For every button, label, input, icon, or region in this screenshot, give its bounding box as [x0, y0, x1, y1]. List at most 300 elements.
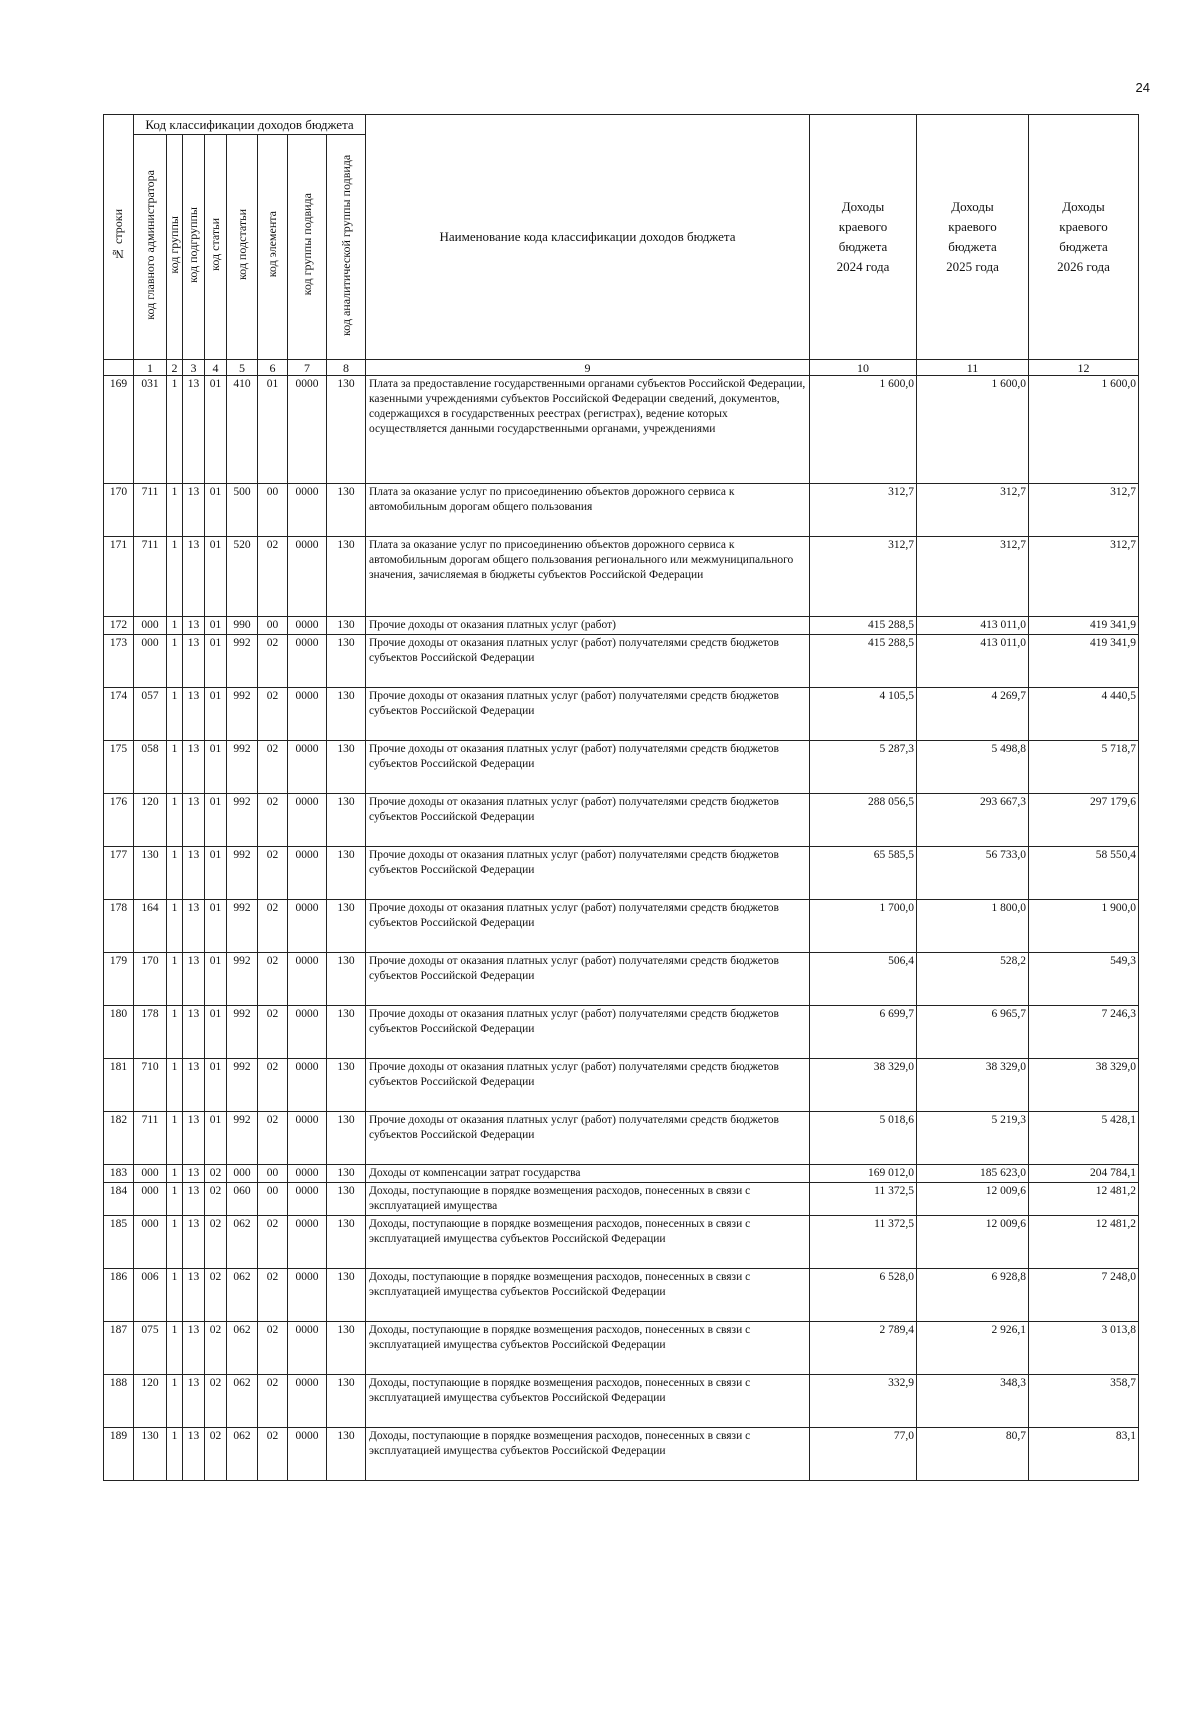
- code-element-cell: 02: [258, 1375, 288, 1428]
- code-subgroup-cell: 13: [183, 741, 205, 794]
- table-row: [104, 1006, 1139, 1059]
- value-2025-cell: 12 009,6: [917, 1216, 1029, 1269]
- code-admin-cell: 164: [134, 900, 167, 953]
- code-element-cell: 02: [258, 794, 288, 847]
- code-element-cell: 02: [258, 688, 288, 741]
- table-row: [104, 794, 1139, 847]
- code-element-cell: 02: [258, 1006, 288, 1059]
- code-subarticle-cell: 520: [227, 537, 258, 617]
- code-subarticle-cell: 062: [227, 1269, 258, 1322]
- code-article-cell: 01: [205, 635, 227, 688]
- value-2024-cell: 11 372,5: [810, 1216, 917, 1269]
- header-year-2025-line: Доходы: [951, 198, 994, 214]
- value-2026-cell: 4 440,5: [1029, 688, 1139, 741]
- code-analytic-cell: 130: [327, 1269, 366, 1322]
- code-group-cell: 1: [167, 900, 183, 953]
- table-row: [104, 1059, 1139, 1112]
- table-row: [104, 1269, 1139, 1322]
- header-year-2025-line: бюджета: [948, 239, 997, 254]
- code-subtype-group-cell: 0000: [288, 847, 327, 900]
- code-subtype-group-cell: 0000: [288, 1428, 327, 1481]
- value-2026-cell: 549,3: [1029, 953, 1139, 1006]
- column-number: 12: [1029, 360, 1139, 376]
- revenue-name-cell: Прочие доходы от оказания платных услуг (работ) получателями средств бюджетов субъектов Российской Федерации: [366, 847, 810, 900]
- value-2024-cell: 4 105,5: [810, 688, 917, 741]
- column-number: 6: [258, 360, 288, 376]
- code-subgroup-cell: 13: [183, 484, 205, 537]
- revenue-name-cell: Прочие доходы от оказания платных услуг (работ): [366, 617, 810, 635]
- code-article-cell: 01: [205, 900, 227, 953]
- code-element-cell: 02: [258, 741, 288, 794]
- value-2025-cell: 312,7: [917, 484, 1029, 537]
- header-code-subgroup: [183, 135, 205, 360]
- code-element-cell: 02: [258, 953, 288, 1006]
- column-number: 11: [917, 360, 1029, 376]
- code-subgroup-cell: 13: [183, 1216, 205, 1269]
- table-row: [104, 953, 1139, 1006]
- table-row: [104, 617, 1139, 635]
- value-2026-cell: 83,1: [1029, 1428, 1139, 1481]
- column-number: 10: [810, 360, 917, 376]
- code-analytic-cell: 130: [327, 1428, 366, 1481]
- header-code-article: [205, 135, 227, 360]
- code-subtype-group-cell: 0000: [288, 1269, 327, 1322]
- row-number-cell: 170: [104, 484, 134, 537]
- code-group-cell: 1: [167, 1183, 183, 1216]
- code-article-cell: 01: [205, 741, 227, 794]
- code-subtype-group-cell: 0000: [288, 1112, 327, 1165]
- code-element-cell: 02: [258, 847, 288, 900]
- code-article-cell: 01: [205, 617, 227, 635]
- code-analytic-cell: 130: [327, 688, 366, 741]
- column-number: 5: [227, 360, 258, 376]
- value-2025-cell: 12 009,6: [917, 1183, 1029, 1216]
- code-subgroup-cell: 13: [183, 1183, 205, 1216]
- code-admin-cell: 711: [134, 1112, 167, 1165]
- value-2025-cell: 80,7: [917, 1428, 1029, 1481]
- header-year-2024-line: 2024 года: [836, 259, 890, 275]
- header-year-2026-line: бюджета: [1059, 239, 1108, 254]
- value-2026-cell: 5 428,1: [1029, 1112, 1139, 1165]
- code-subarticle-cell: 062: [227, 1375, 258, 1428]
- code-analytic-cell: 130: [327, 1112, 366, 1165]
- row-number-cell: 179: [104, 953, 134, 1006]
- header-year-2025-line: краевого: [948, 218, 997, 234]
- value-2024-cell: 5 287,3: [810, 741, 917, 794]
- code-analytic-cell: 130: [327, 794, 366, 847]
- value-2024-cell: 77,0: [810, 1428, 917, 1481]
- code-element-cell: 02: [258, 537, 288, 617]
- code-subarticle-cell: 500: [227, 484, 258, 537]
- code-admin-cell: 120: [134, 794, 167, 847]
- code-element-cell: 02: [258, 1059, 288, 1112]
- code-analytic-cell: 130: [327, 484, 366, 537]
- value-2024-cell: 312,7: [810, 484, 917, 537]
- row-number-cell: 178: [104, 900, 134, 953]
- code-analytic-cell: 130: [327, 847, 366, 900]
- table-body: [104, 376, 1139, 1481]
- value-2024-cell: 1 700,0: [810, 900, 917, 953]
- header-code-group-label: код группы: [167, 215, 182, 274]
- code-admin-cell: 000: [134, 1165, 167, 1183]
- value-2026-cell: 312,7: [1029, 537, 1139, 617]
- header-row-number-label: № строки: [111, 208, 126, 261]
- code-article-cell: 01: [205, 1006, 227, 1059]
- code-group-cell: 1: [167, 688, 183, 741]
- code-element-cell: 00: [258, 617, 288, 635]
- code-subgroup-cell: 13: [183, 1375, 205, 1428]
- code-subtype-group-cell: 0000: [288, 1216, 327, 1269]
- value-2025-cell: 6 928,8: [917, 1269, 1029, 1322]
- header-year-2024-line: Доходы: [841, 198, 885, 214]
- revenue-name-cell: Прочие доходы от оказания платных услуг (работ) получателями средств бюджетов субъектов Российской Федерации: [366, 688, 810, 741]
- header-year-2026-line: Доходы: [1062, 198, 1105, 214]
- code-analytic-cell: 130: [327, 1216, 366, 1269]
- code-subtype-group-cell: 0000: [288, 1059, 327, 1112]
- value-2025-cell: 348,3: [917, 1375, 1029, 1428]
- header-code-admin-label: код главного администратора: [142, 169, 157, 320]
- column-number: 4: [205, 360, 227, 376]
- code-subarticle-cell: 992: [227, 1006, 258, 1059]
- value-2024-cell: 415 288,5: [810, 617, 917, 635]
- table-row: [104, 1216, 1139, 1269]
- code-subarticle-cell: 410: [227, 376, 258, 484]
- header-year-2026-line: краевого: [1059, 218, 1108, 234]
- value-2026-cell: 1 900,0: [1029, 900, 1139, 953]
- code-group-cell: 1: [167, 1112, 183, 1165]
- value-2025-cell: 4 269,7: [917, 688, 1029, 741]
- code-analytic-cell: 130: [327, 376, 366, 484]
- code-subarticle-cell: 992: [227, 900, 258, 953]
- code-admin-cell: 000: [134, 617, 167, 635]
- code-analytic-cell: 130: [327, 953, 366, 1006]
- code-element-cell: 02: [258, 1216, 288, 1269]
- header-year-2024-line: краевого: [838, 218, 888, 234]
- code-admin-cell: 000: [134, 635, 167, 688]
- code-article-cell: 01: [205, 847, 227, 900]
- table-row: [104, 537, 1139, 617]
- table-row: [104, 847, 1139, 900]
- code-article-cell: 01: [205, 484, 227, 537]
- header-name: Наименование кода классификации доходов бюджета: [366, 115, 810, 360]
- code-analytic-cell: 130: [327, 1183, 366, 1216]
- code-admin-cell: 057: [134, 688, 167, 741]
- code-subgroup-cell: 13: [183, 635, 205, 688]
- code-subgroup-cell: 13: [183, 953, 205, 1006]
- value-2025-cell: 1 800,0: [917, 900, 1029, 953]
- row-number-cell: 173: [104, 635, 134, 688]
- header-code-element: [258, 135, 288, 360]
- code-group-cell: 1: [167, 617, 183, 635]
- revenue-name-cell: Доходы от компенсации затрат государства: [366, 1165, 810, 1183]
- code-article-cell: 01: [205, 1059, 227, 1112]
- header-year-2024-line: бюджета: [838, 239, 888, 254]
- value-2024-cell: 38 329,0: [810, 1059, 917, 1112]
- header-year-2026-line: 2026 года: [1057, 259, 1110, 275]
- value-2024-cell: 415 288,5: [810, 635, 917, 688]
- code-subtype-group-cell: 0000: [288, 617, 327, 635]
- code-admin-cell: 075: [134, 1322, 167, 1375]
- row-number-cell: 185: [104, 1216, 134, 1269]
- value-2024-cell: 332,9: [810, 1375, 917, 1428]
- code-analytic-cell: 130: [327, 1165, 366, 1183]
- code-subgroup-cell: 13: [183, 617, 205, 635]
- value-2025-cell: 5 498,8: [917, 741, 1029, 794]
- column-number: 8: [327, 360, 366, 376]
- row-number-cell: 182: [104, 1112, 134, 1165]
- revenue-name-cell: Прочие доходы от оказания платных услуг (работ) получателями средств бюджетов субъектов Российской Федерации: [366, 794, 810, 847]
- code-subarticle-cell: 992: [227, 953, 258, 1006]
- code-article-cell: 02: [205, 1375, 227, 1428]
- code-subtype-group-cell: 0000: [288, 1165, 327, 1183]
- code-article-cell: 02: [205, 1216, 227, 1269]
- header-code-element-label: код элемента: [265, 211, 280, 278]
- code-group-cell: 1: [167, 1428, 183, 1481]
- table-row: [104, 900, 1139, 953]
- code-element-cell: 02: [258, 1428, 288, 1481]
- code-subtype-group-cell: 0000: [288, 635, 327, 688]
- code-analytic-cell: 130: [327, 1375, 366, 1428]
- code-group-cell: 1: [167, 1165, 183, 1183]
- code-article-cell: 02: [205, 1269, 227, 1322]
- header-code-analytic-label: код аналитической группы подвида: [338, 153, 353, 336]
- code-admin-cell: 000: [134, 1216, 167, 1269]
- header-year-2025-line: 2025 года: [946, 259, 999, 275]
- table-row: [104, 1375, 1139, 1428]
- header-code-group: Код классификации доходов бюджета: [134, 115, 366, 135]
- code-subgroup-cell: 13: [183, 1006, 205, 1059]
- code-element-cell: 02: [258, 1269, 288, 1322]
- code-subgroup-cell: 13: [183, 847, 205, 900]
- row-number-cell: 169: [104, 376, 134, 484]
- header-code-subgroup-label: код подгруппы: [186, 206, 201, 283]
- code-subtype-group-cell: 0000: [288, 537, 327, 617]
- value-2025-cell: 6 965,7: [917, 1006, 1029, 1059]
- code-group-cell: 1: [167, 376, 183, 484]
- value-2025-cell: 413 011,0: [917, 617, 1029, 635]
- value-2025-cell: 413 011,0: [917, 635, 1029, 688]
- code-article-cell: 02: [205, 1428, 227, 1481]
- row-number-cell: 175: [104, 741, 134, 794]
- value-2026-cell: 1 600,0: [1029, 376, 1139, 484]
- code-analytic-cell: 130: [327, 635, 366, 688]
- value-2026-cell: 204 784,1: [1029, 1165, 1139, 1183]
- table-row: [104, 1428, 1139, 1481]
- code-subtype-group-cell: 0000: [288, 484, 327, 537]
- row-number-cell: 176: [104, 794, 134, 847]
- code-admin-cell: 178: [134, 1006, 167, 1059]
- code-element-cell: 00: [258, 484, 288, 537]
- value-2025-cell: 185 623,0: [917, 1165, 1029, 1183]
- code-subgroup-cell: 13: [183, 1269, 205, 1322]
- code-article-cell: 01: [205, 537, 227, 617]
- code-subgroup-cell: 13: [183, 900, 205, 953]
- code-group-cell: 1: [167, 1269, 183, 1322]
- row-number-cell: 181: [104, 1059, 134, 1112]
- code-admin-cell: 000: [134, 1183, 167, 1216]
- code-subtype-group-cell: 0000: [288, 1375, 327, 1428]
- code-element-cell: 02: [258, 900, 288, 953]
- value-2026-cell: 358,7: [1029, 1375, 1139, 1428]
- code-subarticle-cell: 992: [227, 688, 258, 741]
- code-admin-cell: 170: [134, 953, 167, 1006]
- code-subtype-group-cell: 0000: [288, 688, 327, 741]
- code-admin-cell: 711: [134, 537, 167, 617]
- value-2025-cell: 56 733,0: [917, 847, 1029, 900]
- code-group-cell: 1: [167, 1006, 183, 1059]
- column-number: 2: [167, 360, 183, 376]
- code-element-cell: 00: [258, 1183, 288, 1216]
- revenue-name-cell: Доходы, поступающие в порядке возмещения расходов, понесенных в связи с эксплуатацией имущества субъектов Российской Федерации: [366, 1375, 810, 1428]
- code-group-cell: 1: [167, 484, 183, 537]
- code-group-cell: 1: [167, 1216, 183, 1269]
- column-number: 1: [134, 360, 167, 376]
- revenue-table: [103, 114, 1139, 1481]
- code-group-cell: 1: [167, 794, 183, 847]
- value-2024-cell: 11 372,5: [810, 1183, 917, 1216]
- code-element-cell: 01: [258, 376, 288, 484]
- row-number-cell: 172: [104, 617, 134, 635]
- value-2026-cell: 12 481,2: [1029, 1216, 1139, 1269]
- code-subarticle-cell: 060: [227, 1183, 258, 1216]
- code-subtype-group-cell: 0000: [288, 794, 327, 847]
- code-subtype-group-cell: 0000: [288, 1006, 327, 1059]
- code-subgroup-cell: 13: [183, 376, 205, 484]
- code-admin-cell: 120: [134, 1375, 167, 1428]
- code-subarticle-cell: 992: [227, 794, 258, 847]
- code-subarticle-cell: 000: [227, 1165, 258, 1183]
- value-2026-cell: 297 179,6: [1029, 794, 1139, 847]
- page-number: 24: [1135, 80, 1150, 95]
- revenue-name-cell: Плата за оказание услуг по присоединению объектов дорожного сервиса к автомобильным дорогам общего пользования регионального или межмуниципального значения, зачисляемая в бюджеты субъектов Российской Федерации: [366, 537, 810, 617]
- header-code-subtype-group-label: код группы подвида: [299, 193, 314, 296]
- revenue-name-cell: Прочие доходы от оказания платных услуг (работ) получателями средств бюджетов субъектов Российской Федерации: [366, 1112, 810, 1165]
- code-subgroup-cell: 13: [183, 1165, 205, 1183]
- revenue-name-cell: Плата за предоставление государственными органами субъектов Российской Федерации, казенными учреждениями субъектов Российской Федерации сведений, документов, содержащихся в государственных реестрах (регистрах), ведение которых осуществляется данными государственными органами, учреждениями: [366, 376, 810, 484]
- code-group-cell: 1: [167, 1322, 183, 1375]
- code-group-cell: 1: [167, 537, 183, 617]
- table-row: [104, 688, 1139, 741]
- value-2024-cell: 169 012,0: [810, 1165, 917, 1183]
- row-number-cell: 183: [104, 1165, 134, 1183]
- code-subarticle-cell: 992: [227, 635, 258, 688]
- header-row-number: [104, 115, 134, 360]
- revenue-name-cell: Доходы, поступающие в порядке возмещения расходов, понесенных в связи с эксплуатацией имущества субъектов Российской Федерации: [366, 1428, 810, 1481]
- value-2024-cell: 312,7: [810, 537, 917, 617]
- value-2025-cell: 312,7: [917, 537, 1029, 617]
- code-analytic-cell: 130: [327, 1006, 366, 1059]
- value-2026-cell: 419 341,9: [1029, 635, 1139, 688]
- header-year-2026: [1029, 115, 1139, 360]
- code-admin-cell: 130: [134, 1428, 167, 1481]
- value-2024-cell: 288 056,5: [810, 794, 917, 847]
- revenue-name-cell: Прочие доходы от оказания платных услуг (работ) получателями средств бюджетов субъектов Российской Федерации: [366, 741, 810, 794]
- row-number-cell: 186: [104, 1269, 134, 1322]
- code-subtype-group-cell: 0000: [288, 900, 327, 953]
- code-article-cell: 02: [205, 1322, 227, 1375]
- code-admin-cell: 058: [134, 741, 167, 794]
- value-2024-cell: 6 699,7: [810, 1006, 917, 1059]
- code-subgroup-cell: 13: [183, 537, 205, 617]
- code-article-cell: 02: [205, 1183, 227, 1216]
- revenue-name-cell: Прочие доходы от оказания платных услуг (работ) получателями средств бюджетов субъектов Российской Федерации: [366, 635, 810, 688]
- value-2025-cell: 5 219,3: [917, 1112, 1029, 1165]
- value-2026-cell: 58 550,4: [1029, 847, 1139, 900]
- column-number: 7: [288, 360, 327, 376]
- code-group-cell: 1: [167, 635, 183, 688]
- code-subgroup-cell: 13: [183, 1059, 205, 1112]
- code-analytic-cell: 130: [327, 537, 366, 617]
- header-code-subtype-group: [288, 135, 327, 360]
- value-2025-cell: 2 926,1: [917, 1322, 1029, 1375]
- value-2026-cell: 5 718,7: [1029, 741, 1139, 794]
- code-article-cell: 01: [205, 376, 227, 484]
- row-number-cell: 187: [104, 1322, 134, 1375]
- code-analytic-cell: 130: [327, 617, 366, 635]
- table-row: [104, 484, 1139, 537]
- value-2024-cell: 65 585,5: [810, 847, 917, 900]
- code-analytic-cell: 130: [327, 1322, 366, 1375]
- header-code-subarticle-label: код подстатьи: [234, 208, 249, 281]
- code-subarticle-cell: 992: [227, 741, 258, 794]
- revenue-name-cell: Доходы, поступающие в порядке возмещения расходов, понесенных в связи с эксплуатацией имущества субъектов Российской Федерации: [366, 1216, 810, 1269]
- code-subtype-group-cell: 0000: [288, 1183, 327, 1216]
- column-number: [104, 360, 134, 376]
- row-number-cell: 184: [104, 1183, 134, 1216]
- code-admin-cell: 006: [134, 1269, 167, 1322]
- table-row: [104, 1112, 1139, 1165]
- code-group-cell: 1: [167, 953, 183, 1006]
- code-element-cell: 02: [258, 635, 288, 688]
- row-number-cell: 177: [104, 847, 134, 900]
- code-element-cell: 00: [258, 1165, 288, 1183]
- code-group-cell: 1: [167, 847, 183, 900]
- header-year-2024: [810, 115, 917, 360]
- value-2026-cell: 12 481,2: [1029, 1183, 1139, 1216]
- code-group-cell: 1: [167, 1375, 183, 1428]
- code-subtype-group-cell: 0000: [288, 953, 327, 1006]
- value-2026-cell: 312,7: [1029, 484, 1139, 537]
- code-element-cell: 02: [258, 1322, 288, 1375]
- code-admin-cell: 130: [134, 847, 167, 900]
- value-2026-cell: 7 246,3: [1029, 1006, 1139, 1059]
- header-code-analytic: [327, 135, 366, 360]
- code-subgroup-cell: 13: [183, 688, 205, 741]
- code-article-cell: 01: [205, 953, 227, 1006]
- code-subarticle-cell: 992: [227, 1059, 258, 1112]
- row-number-cell: 188: [104, 1375, 134, 1428]
- revenue-name-cell: Прочие доходы от оказания платных услуг (работ) получателями средств бюджетов субъектов Российской Федерации: [366, 1059, 810, 1112]
- header-code-article-label: код статьи: [208, 218, 223, 271]
- column-number: 3: [183, 360, 205, 376]
- value-2024-cell: 5 018,6: [810, 1112, 917, 1165]
- column-number-row: [104, 360, 1139, 376]
- value-2024-cell: 1 600,0: [810, 376, 917, 484]
- revenue-name-cell: Прочие доходы от оказания платных услуг (работ) получателями средств бюджетов субъектов Российской Федерации: [366, 953, 810, 1006]
- table-row: [104, 1183, 1139, 1216]
- code-admin-cell: 031: [134, 376, 167, 484]
- revenue-name-cell: Прочие доходы от оказания платных услуг (работ) получателями средств бюджетов субъектов Российской Федерации: [366, 1006, 810, 1059]
- code-subgroup-cell: 13: [183, 1322, 205, 1375]
- code-subarticle-cell: 992: [227, 1112, 258, 1165]
- code-article-cell: 01: [205, 688, 227, 741]
- code-analytic-cell: 130: [327, 741, 366, 794]
- code-subtype-group-cell: 0000: [288, 1322, 327, 1375]
- code-subarticle-cell: 062: [227, 1216, 258, 1269]
- value-2025-cell: 293 667,3: [917, 794, 1029, 847]
- code-group-cell: 1: [167, 741, 183, 794]
- revenue-name-cell: Прочие доходы от оказания платных услуг (работ) получателями средств бюджетов субъектов Российской Федерации: [366, 900, 810, 953]
